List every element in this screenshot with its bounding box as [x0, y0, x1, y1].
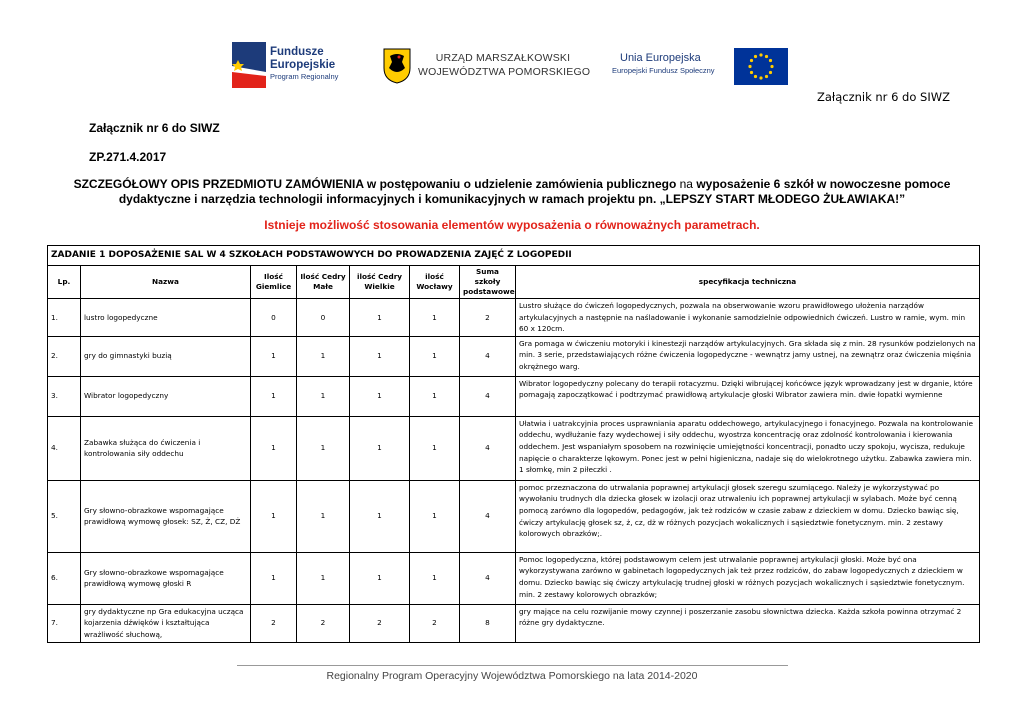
cell-suma: 4 — [460, 376, 516, 416]
cell-name: Gry słowno-obrazkowe wspomagające prawidłową wymowę głoski R — [81, 552, 251, 604]
title-part-c: wyposażenie 6 szkół w nowoczesne pomoce dydaktyczne i narzędzia technologii informacyjnych i komunikacyjnych w ramach projektu pn. „LEPSZY START MŁODEGO ŻUŁAWIAKA!” — [118, 177, 951, 206]
document-title — [60, 177, 964, 207]
cell-woclawy: 2 — [410, 604, 460, 642]
cell-cedry-wielkie: 1 — [350, 552, 410, 604]
logo-bar — [0, 38, 1024, 98]
col-header-giemlice: Ilość Giemlice — [251, 266, 297, 299]
section-row — [48, 246, 980, 266]
table-row — [48, 336, 980, 376]
title-part-b: na — [679, 177, 693, 191]
cell-spec: pomoc przeznaczona do utrwalania poprawnej artykulacji głosek szeregu szumiącego. Należy je wykorzystywać po wywołaniu trudnych dla dziecka głosek w izolacji oraz utrwaleniu ich poprawnej artykulacji w sylabach. Może być cenną pomocą zarówno dla logopedów, pedagogów, jak też rodziców w czasie zabaw z dzieckiem w domu. Dziecko bawiąc się, ćwiczy artykulację głosek sz, ż, cz, dż w różnych pozycjach wokalicznych i sąsiedztwie fonetycznym. min. 2 zestawy kolorowych obrazków;. — [516, 480, 980, 552]
urzad-marszalkowski-logo — [383, 48, 591, 89]
cell-cedry-male: 1 — [297, 552, 350, 604]
cell-spec: Wibrator logopedyczny polecany do terapii rotacyzmu. Dzięki wibrującej końcówce język wprowadzany jest w drganie, które pomagają zapoczątkować i podtrzymać prawidłową artykulacje głoski Wibrator zawiera min. dwie łopatki wymienne — [516, 376, 980, 416]
cell-cedry-wielkie: 1 — [350, 416, 410, 480]
ue-line1: Unia Europejska — [620, 52, 701, 64]
col-header-nazwa: Nazwa — [81, 266, 251, 299]
title-part-a: SZCZEGÓŁOWY OPIS PRZEDMIOTU ZAMÓWIENIA w postępowaniu o udzielenie zamówienia publicznego — [73, 177, 680, 191]
cell-suma: 2 — [460, 299, 516, 337]
table-row — [48, 604, 980, 642]
cell-cedry-male: 2 — [297, 604, 350, 642]
table-row — [48, 480, 980, 552]
cell-woclawy: 1 — [410, 416, 460, 480]
cell-woclawy: 1 — [410, 552, 460, 604]
cell-cedry-male: 1 — [297, 416, 350, 480]
specification-table — [47, 245, 980, 643]
fe-line1: Fundusze — [270, 46, 324, 58]
cell-lp: 4. — [48, 416, 81, 480]
table-row — [48, 416, 980, 480]
cell-spec: Gra pomaga w ćwiczeniu motoryki i kinestezji narządów artykulacyjnych. Gra składa się z min. 28 rysunków podzielonych na min. 3 serie, przedstawiających różne ćwiczenia logopedyczne - wewnątrz jamy ustnej, na zewnątrz oraz ćwiczenia mięśnia okrężnego warg. — [516, 336, 980, 376]
cell-cedry-wielkie: 1 — [350, 299, 410, 337]
um-line1: URZĄD MARSZAŁKOWSKI — [435, 52, 571, 64]
cell-suma: 4 — [460, 552, 516, 604]
eu-flag-icon — [734, 48, 788, 85]
cell-name: Gry słowno-obrazkowe wspomagające prawidłową wymowę głosek: SZ, Ż, CZ, DŻ — [81, 480, 251, 552]
cell-lp: 1. — [48, 299, 81, 337]
cell-lp: 2. — [48, 336, 81, 376]
cell-giemlice: 0 — [251, 299, 297, 337]
section-title: ZADANIE 1 DOPOSAŻENIE SAL W 4 SZKOŁACH PODSTAWOWYCH DO PROWADZENIA ZAJĘĆ Z LOGOPEDII — [48, 246, 980, 266]
cell-suma: 8 — [460, 604, 516, 642]
cell-giemlice: 1 — [251, 376, 297, 416]
col-header-cedry-male: Ilość Cedry Małe — [297, 266, 350, 299]
cell-cedry-male: 1 — [297, 336, 350, 376]
cell-name: gry dydaktyczne np Gra edukacyjna ucząca kojarzenia dźwięków i kształtująca wrażliwość słuchową, — [81, 604, 251, 642]
fe-line3: Program Regionalny — [270, 72, 339, 81]
cell-lp: 7. — [48, 604, 81, 642]
cell-suma: 4 — [460, 416, 516, 480]
cell-woclawy: 1 — [410, 336, 460, 376]
cell-name: gry do gimnastyki buzią — [81, 336, 251, 376]
table-row — [48, 299, 980, 337]
reference-number: ZP.271.4.2017 — [89, 150, 167, 164]
cell-woclawy: 1 — [410, 480, 460, 552]
cell-lp: 5. — [48, 480, 81, 552]
cell-spec: Lustro służące do ćwiczeń logopedycznych, pozwala na obserwowanie wzoru prawidłowego ułożenia narządów artykulacyjnych a następnie na naśladowanie i wykonanie samodzielnie odpowiednich ćwiczeń. Lustro w ramie, wym. min 60 x 120cm. — [516, 299, 980, 337]
header-row — [48, 266, 980, 299]
footer-divider — [237, 665, 788, 666]
col-header-cedry-wielkie: ilość Cedry Wielkie — [350, 266, 410, 299]
cell-giemlice: 1 — [251, 480, 297, 552]
fe-emblem-icon — [232, 42, 266, 88]
footer-text: Regionalny Program Operacyjny Województwa Pomorskiego na lata 2014-2020 — [326, 670, 698, 682]
cell-cedry-wielkie: 2 — [350, 604, 410, 642]
cell-woclawy: 1 — [410, 376, 460, 416]
cell-giemlice: 1 — [251, 336, 297, 376]
cell-spec: gry mające na celu rozwijanie mowy czynnej i poszerzanie zasobu słownictwa dziecka. Każda szkoła powinna otrzymać 2 różne gry dydaktyczne. — [516, 604, 980, 642]
table-row — [48, 376, 980, 416]
pomorskie-coat-of-arms-icon — [383, 48, 411, 84]
cell-cedry-male: 0 — [297, 299, 350, 337]
annex-label: Załącznik nr 6 do SIWZ — [89, 121, 220, 135]
cell-cedry-wielkie: 1 — [350, 376, 410, 416]
cell-giemlice: 2 — [251, 604, 297, 642]
cell-suma: 4 — [460, 336, 516, 376]
cell-name: Zabawka służąca do ćwiczenia i kontrolowania siły oddechu — [81, 416, 251, 480]
cell-woclawy: 1 — [410, 299, 460, 337]
cell-name: Wibrator logopedyczny — [81, 376, 251, 416]
annex-label-right: Załącznik nr 6 do SIWZ — [817, 90, 950, 104]
cell-spec: Pomoc logopedyczna, której podstawowym celem jest utrwalanie poprawnej artykulacji głoski. Może być ona wykorzystywana zarówno w gabinetach logopedycznych jak też przez rodziców, do zabaw logopedycznych z dzieckiem w domu. Dziecko bawiąc się ćwiczy artykulację trudnej głoski w różnych pozycjach wokalicznych i sąsiedztwie fonetycznym. min. 2 zestawy kolorowych obrazków; — [516, 552, 980, 604]
cell-lp: 6. — [48, 552, 81, 604]
col-header-suma: Suma szkoły podstawowe — [460, 266, 516, 299]
col-header-lp: Lp. — [48, 266, 81, 299]
cell-spec: Ułatwia i uatrakcyjnia proces usprawniania aparatu oddechowego, artykulacyjnego i fonacyjnego. Pozwala na kontrolowanie oddechu, wydłużanie fazy wydechowej i siły oddechu, wyostrza koncentrację oraz zdolność kontrolowania i kierowania oddechem. Jest wspaniałym sposobem na rozwinięcie umiejętności koncentracji, ponadto uczy spokoju, wycisza, redukuje napięcie o charakterze lękowym. Ponec jest w pełni higieniczna, nadaje się do wielokrotnego użytku. Zabawka zawiera min. 1 słomkę, min 2 piłeczki . — [516, 416, 980, 480]
col-header-spec: specyfikacja techniczna — [516, 266, 980, 299]
cell-giemlice: 1 — [251, 416, 297, 480]
cell-lp: 3. — [48, 376, 81, 416]
cell-giemlice: 1 — [251, 552, 297, 604]
fundusze-europejskie-logo — [232, 42, 357, 92]
table-row — [48, 552, 980, 604]
col-header-woclawy: ilość Wocławy — [410, 266, 460, 299]
equivalence-notice: Istnieje możliwość stosowania elementów wyposażenia o równoważnych parametrach. — [264, 218, 760, 232]
um-line2: WOJEWÓDZTWA POMORSKIEGO — [418, 66, 591, 78]
fe-line2: Europejskie — [270, 58, 336, 71]
cell-name: lustro logopedyczne — [81, 299, 251, 337]
cell-cedry-male: 1 — [297, 480, 350, 552]
cell-cedry-wielkie: 1 — [350, 336, 410, 376]
cell-cedry-male: 1 — [297, 376, 350, 416]
cell-cedry-wielkie: 1 — [350, 480, 410, 552]
cell-suma: 4 — [460, 480, 516, 552]
ue-line2: Europejski Fundusz Społeczny — [612, 66, 715, 75]
